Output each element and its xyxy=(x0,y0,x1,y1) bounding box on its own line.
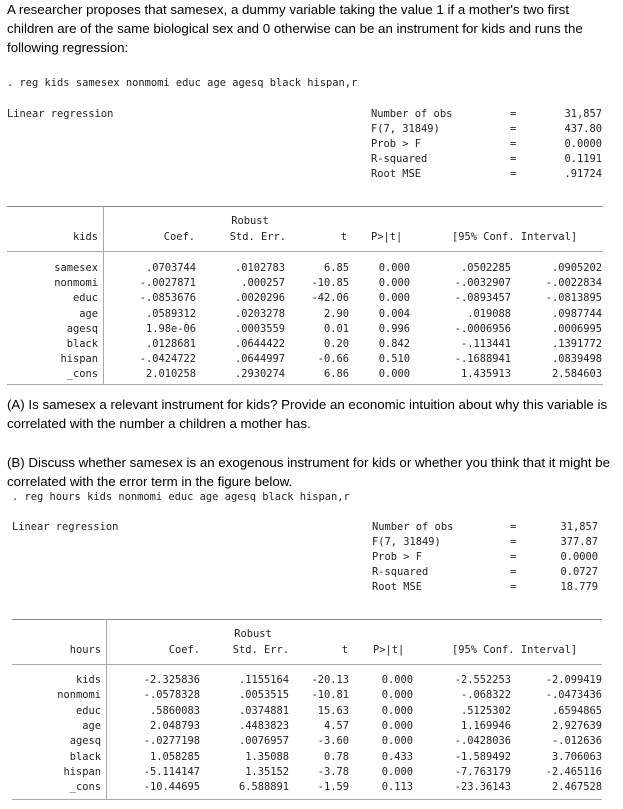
p-header: P>|t| xyxy=(371,231,403,243)
var-name: nonmomi xyxy=(57,689,101,702)
t-header: t xyxy=(340,231,347,243)
var-name: age xyxy=(79,307,98,320)
ci-low-cell: -23.36143 xyxy=(454,781,511,794)
stat-eq: = xyxy=(510,581,517,593)
se-cell: .0644422 xyxy=(234,338,285,350)
stat-label: F(7, 31849) xyxy=(372,536,441,548)
question-b: (B) Discuss whether samesex is an exogenous instrument for kids or whether you think that it might be correlated with the error term in the figure below. xyxy=(7,455,611,489)
ci-high-cell: -.0813895 xyxy=(545,292,602,305)
var-name: agesq xyxy=(69,735,101,748)
p-cell: 0.000 xyxy=(381,735,413,748)
coef-header: Coef. xyxy=(163,231,195,243)
t-cell: -10.81 xyxy=(311,689,349,702)
stat-label: Prob > F xyxy=(371,138,422,150)
stat-value: 31,857 xyxy=(560,521,598,533)
model-title: Linear regression xyxy=(12,521,119,533)
p-cell: 0.433 xyxy=(381,750,413,763)
t-cell: 4.57 xyxy=(323,719,349,732)
ci-low-cell: .0502285 xyxy=(460,262,511,274)
p-cell: 0.000 xyxy=(378,277,410,290)
ci-high-cell: -2.099419 xyxy=(545,674,602,686)
t-cell: -3.78 xyxy=(317,765,349,778)
t-cell: 0.20 xyxy=(323,338,349,350)
stat-eq: = xyxy=(510,138,517,150)
stat-value: 31,857 xyxy=(564,108,602,120)
table-top-rule xyxy=(7,206,603,207)
se-cell: .0020296 xyxy=(234,292,285,305)
ci-high-cell: .0006995 xyxy=(551,322,602,335)
ci-low-cell: .019088 xyxy=(467,307,511,320)
coef-cell: -10.44695 xyxy=(143,781,200,794)
header-rule xyxy=(12,664,602,665)
stat-label: F(7, 31849) xyxy=(371,123,440,135)
p-cell: 0.000 xyxy=(381,719,413,732)
stderr-header: Std. Err. xyxy=(232,644,289,656)
p-cell: 0.842 xyxy=(378,338,410,350)
ci-high-cell: .0905202 xyxy=(551,262,602,274)
stat-value: .91724 xyxy=(564,168,602,180)
stat-value: 437.80 xyxy=(564,123,602,135)
robust-header: Robust xyxy=(234,628,272,640)
coef-cell: -.0027871 xyxy=(139,277,196,290)
ci-high-cell: 3.706063 xyxy=(551,750,602,763)
coef-cell: 2.010258 xyxy=(145,368,196,381)
stat-label: Number of obs xyxy=(371,108,453,120)
t-cell: 0.01 xyxy=(323,322,349,335)
p-cell: 0.000 xyxy=(378,262,410,274)
ci-high-cell: -.0473436 xyxy=(545,689,602,702)
ci-low-cell: 1.435913 xyxy=(460,368,511,381)
coef-header: Coef. xyxy=(168,644,200,656)
ci-high-cell: 2.927639 xyxy=(551,719,602,732)
ci-high-cell: -.0022834 xyxy=(545,277,602,290)
stat-value: 0.0727 xyxy=(560,566,598,578)
var-name: educ xyxy=(72,292,98,305)
column-separator xyxy=(103,206,104,384)
t-cell: 6.85 xyxy=(323,262,349,274)
se-cell: .2930274 xyxy=(234,368,285,381)
coef-cell: 1.98e-06 xyxy=(145,322,196,335)
t-cell: -42.06 xyxy=(311,292,349,305)
stat-label: Number of obs xyxy=(372,521,454,533)
var-name: black xyxy=(66,338,98,350)
column-separator xyxy=(106,619,107,799)
stat-eq: = xyxy=(510,551,517,563)
table-bottom-rule xyxy=(12,799,602,800)
var-name: age xyxy=(82,719,101,732)
t-cell: -10.85 xyxy=(311,277,349,290)
se-cell: .0374881 xyxy=(238,704,289,717)
se-cell: .0053515 xyxy=(238,689,289,702)
ci-high-cell: -.012636 xyxy=(551,735,602,748)
ci-low-cell: -1.589492 xyxy=(454,750,511,763)
stat-eq: = xyxy=(510,108,517,120)
ci-low-cell: -.068322 xyxy=(460,689,511,702)
table-top-rule xyxy=(12,619,602,620)
var-name: _cons xyxy=(69,781,101,794)
p-cell: 0.004 xyxy=(378,307,410,320)
stat-eq: = xyxy=(510,123,517,135)
stat-value: 377.87 xyxy=(560,536,598,548)
p-cell: 0.000 xyxy=(381,689,413,702)
ci-high-cell: .1391772 xyxy=(551,338,602,350)
t-cell: 2.90 xyxy=(323,307,349,320)
se-cell: .1155164 xyxy=(238,674,289,686)
t-cell: 0.78 xyxy=(323,750,349,763)
p-header: P>|t| xyxy=(373,644,405,656)
stat-eq: = xyxy=(510,521,517,533)
question-a: (A) Is samesex a relevant instrument for kids? Provide an economic intuition about why this variable is correlated with the number a children a mother has. xyxy=(7,397,608,431)
ci-high-cell: .0987744 xyxy=(551,307,602,320)
p-cell: 0.113 xyxy=(381,781,413,794)
p-cell: 0.000 xyxy=(381,704,413,717)
ci-high-cell: -2.465116 xyxy=(545,765,602,778)
var-name: _cons xyxy=(66,368,98,381)
var-name: kids xyxy=(75,674,101,686)
ci-high-cell: 2.467528 xyxy=(551,781,602,794)
coef-cell: -5.114147 xyxy=(143,765,200,778)
ci-low-cell: -.0893457 xyxy=(454,292,511,305)
p-cell: 0.510 xyxy=(378,353,410,366)
coef-cell: -.0578328 xyxy=(143,689,200,702)
robust-header: Robust xyxy=(231,215,269,227)
ci-low-cell: .5125302 xyxy=(460,704,511,717)
coef-cell: .0703744 xyxy=(145,262,196,274)
stat-eq: = xyxy=(510,566,517,578)
t-cell: 6.86 xyxy=(323,368,349,381)
p-cell: 0.000 xyxy=(381,765,413,778)
p-cell: 0.000 xyxy=(381,674,413,686)
stat-label: R-squared xyxy=(372,566,429,578)
stat-value: 0.0000 xyxy=(564,138,602,150)
coef-cell: .0128681 xyxy=(145,338,196,350)
ci-low-cell: -.0006956 xyxy=(454,322,511,335)
stat-label: Root MSE xyxy=(371,168,422,180)
se-cell: .0102783 xyxy=(234,262,285,274)
stat-value: 18.779 xyxy=(560,581,598,593)
se-cell: 1.35088 xyxy=(245,750,289,763)
se-cell: .4483823 xyxy=(238,719,289,732)
ci-low-cell: -.0032907 xyxy=(454,277,511,290)
coef-cell: .0589312 xyxy=(145,307,196,320)
stat-label: R-squared xyxy=(371,153,428,165)
ci-low-cell: -2.552253 xyxy=(454,674,511,686)
stat-value: 0.0000 xyxy=(560,551,598,563)
var-name: agesq xyxy=(66,322,98,335)
intro-paragraph: A researcher proposes that samesex, a dummy variable taking the value 1 if a mother's two first children are of the same biological sex and 0 otherwise can be an instrument for kids and runs the following regression: xyxy=(7,2,583,55)
ci-high-cell: 2.584603 xyxy=(551,368,602,381)
coef-cell: 2.048793 xyxy=(149,719,200,732)
stat-eq: = xyxy=(510,168,517,180)
depvar-header: hours xyxy=(69,644,101,656)
var-name: educ xyxy=(75,704,101,717)
stat-value: 0.1191 xyxy=(564,153,602,165)
coef-cell: -.0853676 xyxy=(139,292,196,305)
ci-high-cell: .6594865 xyxy=(551,704,602,717)
stata-command: . reg kids samesex nonmomi educ age agesq black hispan,r xyxy=(7,77,358,89)
se-cell: .0203278 xyxy=(234,307,285,320)
stat-eq: = xyxy=(510,536,517,548)
var-name: hispan xyxy=(63,765,101,778)
se-cell: .0644997 xyxy=(234,353,285,366)
se-cell: 6.588891 xyxy=(238,781,289,794)
se-cell: .0003559 xyxy=(234,322,285,335)
ci-header: [95% Conf. Interval] xyxy=(452,644,578,656)
ci-low-cell: 1.169946 xyxy=(460,719,511,732)
ci-high-cell: .0839498 xyxy=(551,353,602,366)
se-cell: 1.35152 xyxy=(245,765,289,778)
se-cell: .000257 xyxy=(241,277,285,290)
stderr-header: Std. Err. xyxy=(229,231,286,243)
coef-cell: -2.325836 xyxy=(143,674,200,686)
ci-low-cell: -.113441 xyxy=(460,338,511,350)
var-name: black xyxy=(69,750,101,763)
model-title: Linear regression xyxy=(7,108,114,120)
ci-low-cell: -.0428036 xyxy=(454,735,511,748)
var-name: hispan xyxy=(60,353,98,366)
var-name: samesex xyxy=(54,262,98,274)
stat-label: Prob > F xyxy=(372,551,423,563)
ci-header: [95% Conf. Interval] xyxy=(452,231,578,243)
t-cell: -0.66 xyxy=(317,353,349,366)
coef-cell: -.0424722 xyxy=(139,353,196,366)
coef-cell: -.0277198 xyxy=(143,735,200,748)
coef-cell: .5860083 xyxy=(149,704,200,717)
depvar-header: kids xyxy=(72,231,98,243)
header-rule xyxy=(7,251,603,252)
p-cell: 0.996 xyxy=(378,322,410,335)
t-cell: -1.59 xyxy=(317,781,349,794)
coef-cell: 1.058285 xyxy=(149,750,200,763)
t-header: t xyxy=(341,644,348,656)
ci-low-cell: -7.763179 xyxy=(454,765,511,778)
stat-label: Root MSE xyxy=(372,581,423,593)
t-cell: 15.63 xyxy=(317,704,349,717)
t-cell: -3.60 xyxy=(317,735,349,748)
table-bottom-rule xyxy=(7,384,603,385)
p-cell: 0.000 xyxy=(378,368,410,381)
p-cell: 0.000 xyxy=(378,292,410,305)
stata-command: . reg hours kids nonmomi educ age agesq black hispan,r xyxy=(12,491,350,503)
var-name: nonmomi xyxy=(54,277,98,290)
stat-eq: = xyxy=(510,153,517,165)
ci-low-cell: -.1688941 xyxy=(454,353,511,366)
t-cell: -20.13 xyxy=(311,674,349,686)
se-cell: .0076957 xyxy=(238,735,289,748)
